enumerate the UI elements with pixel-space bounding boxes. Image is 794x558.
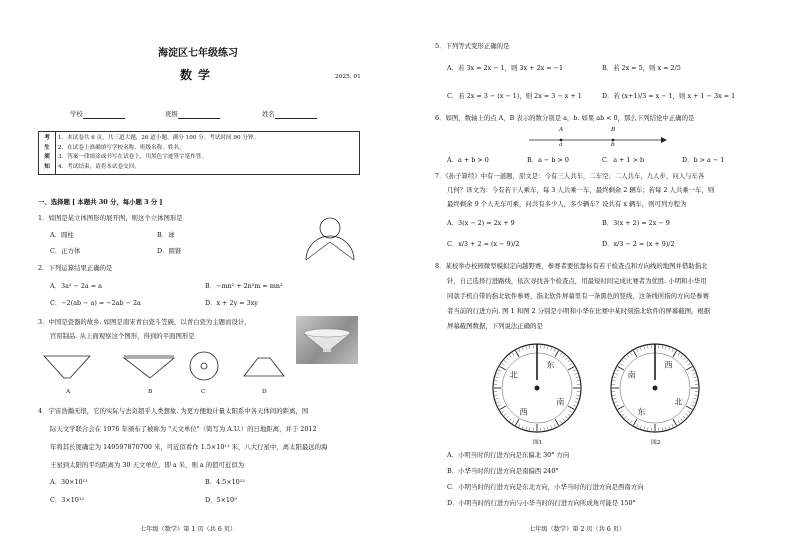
q5-option-a[interactable]: A．若 3x = 2x − 1，则 3x + 2x = −1 xyxy=(447,64,564,72)
number-line-point-b: B xyxy=(611,127,616,133)
q2-option-a[interactable]: A．3a² − 2a = a xyxy=(50,282,102,290)
q8-option-c[interactable]: C．小明当时的行进方向是东北方向，小华当时的行进方向是西南方向 xyxy=(447,483,644,491)
q8-line-2: 针，自己选择行进路线，依次寻找各个检查点，用最短时间完成比赛者为优胜. 小明和小华用 xyxy=(447,277,707,285)
compass-direction-label: 西 xyxy=(664,360,673,370)
q3-option-shapes xyxy=(38,346,288,398)
q5-stem: 5．下列等式变形正确的是 xyxy=(435,42,510,50)
q6-option-b[interactable]: B．a − b > 0 xyxy=(527,156,569,164)
compass-direction-label: 北 xyxy=(509,370,518,380)
q7-option-b[interactable]: B．3(x + 2) = 2x − 9 xyxy=(602,219,670,227)
q3-line-2: 官窑制品. 从上面观察这个图形，得到的平面图形是 xyxy=(50,332,195,340)
q1-option-a[interactable]: A．圆柱 xyxy=(50,231,74,239)
q6-option-c[interactable]: C．a + 1 > b xyxy=(602,156,645,164)
q1-option-d[interactable]: D．圆锥 xyxy=(157,247,182,255)
q7-line-1: 7．《孙子算经》中有一道题，原文是：今有三人共车，二车空；二人共车，九人步，问人与车各 xyxy=(435,172,705,180)
q3-label-c[interactable]: C xyxy=(201,389,206,395)
compass-center xyxy=(535,386,540,391)
left-footer: 七年级（数学）第 1 页（共 6 页） xyxy=(140,526,237,533)
q3-line-1: 3．中国是瓷器的故乡. 如图是南宋青白瓷斗笠碗，以青白瓷为主题而设计， xyxy=(38,318,251,326)
q7-option-a[interactable]: A．3(x − 2) = 2x + 9 xyxy=(447,219,515,227)
notice-label: 考 生 须 知 xyxy=(39,132,56,175)
q4-line-1: 4．宇宙浩瀚无垠，它的实际与去奇超乎人类想象. 为更方便地计量太阳系中各天体间的距离，国 xyxy=(38,407,309,415)
q7-option-d[interactable]: D．x/3 − 2 = (x + 9)/2 xyxy=(602,240,675,248)
q4-option-c[interactable]: C．3×10¹² xyxy=(50,496,84,504)
q5-option-c[interactable]: C．若 2x = 3 − (x − 1)，则 2x = 3 − x + 1 xyxy=(447,92,582,100)
q2-option-d[interactable]: D．x + 2y = 3xy xyxy=(205,299,258,307)
q4-line-2: 际天文学联合会在 1976 年颁布了被称为 "天文单位"（简写为 A.U.）的日地距离，并于 2012 xyxy=(50,425,317,433)
compass-figure-1 xyxy=(491,342,583,434)
figure-1-caption: 图1 xyxy=(533,440,543,446)
right-footer: 七年级（数学）第 2 页（共 6 页） xyxy=(529,526,626,533)
q1-option-b[interactable]: B．球 xyxy=(157,231,175,239)
q4-option-b[interactable]: B．4.5×10¹² xyxy=(205,478,245,486)
q7-line-3: 最终剩余 9 个人无车可乘，问共有多少人，多少辆车？设共有 x 辆车，则可列方程为 xyxy=(447,200,687,208)
q7-option-c[interactable]: C．x/3 + 2 = (x − 9)/2 xyxy=(447,240,520,248)
right-page xyxy=(397,0,794,558)
q1-option-c[interactable]: C．正方体 xyxy=(50,247,81,255)
compass-direction-label: 东 xyxy=(637,407,646,417)
field-school[interactable]: 学校 xyxy=(70,110,125,119)
q8-option-d[interactable]: D．小明当时的行进方向与小华当时的行进方向所成角可能是 150° xyxy=(447,499,636,507)
compass-direction-label: 西 xyxy=(519,407,528,417)
q4-option-a[interactable]: A．30×10¹¹ xyxy=(50,478,88,486)
q8-line-5: 屏幕截图数据，下列说法正确的是 xyxy=(447,322,543,330)
q5-option-b[interactable]: B．若 2x = 5，则 x = 2/5 xyxy=(602,64,681,72)
q4-line-3: 年将其长度确定为 149597870700 米，可近似看作 1.5×10¹¹ 米，八大行星中，离太阳最远的海 xyxy=(50,443,328,451)
q1-stem: 1．如图是某立体图形的展开图，则这个立体图形是 xyxy=(38,214,183,222)
q3-label-a[interactable]: A xyxy=(66,389,71,395)
q8-option-a[interactable]: A．小明当时的行进方向是东偏北 30° 方向 xyxy=(447,451,570,459)
field-class[interactable]: 班级 xyxy=(165,110,220,119)
q7-line-2: 几何？译文为：今有若干人乘车，每 3 人共乘一车，最终剩余 2 辆车；若每 2 人共乘一车，则 xyxy=(447,186,715,194)
q6-option-a[interactable]: A．a + b > 0 xyxy=(447,156,489,164)
q4-option-d[interactable]: D．5×10⁹ xyxy=(205,496,237,504)
porcelain-bowl-photo xyxy=(296,316,358,364)
compass-direction-label: 东 xyxy=(546,360,555,370)
q8-line-1: 8．某校举办校园微型模拟定向越野赛，参赛者要依靠标有若干检查点和方向线的地图并借助指北 xyxy=(435,262,708,270)
number-line-value-b: b xyxy=(611,142,615,148)
q8-line-4: 者当前的行进方向. 图 1 和图 2 分别是小明和小华在比赛中某时刻指北软件的屏幕截图，根据 xyxy=(447,307,711,315)
q5-option-d[interactable]: D．若 (x+1)/3 = x − 1，则 x + 1 − 3x = 1 xyxy=(602,92,736,100)
field-name[interactable]: 姓名 xyxy=(262,110,317,119)
number-line-point-a: A xyxy=(559,127,564,133)
q2-stem: 2．下列运算结果正确的是 xyxy=(38,264,113,272)
cone-net-figure xyxy=(300,214,360,264)
q4-line-4: 王星到太阳的平均距离为 30 天文单位，即 a 米，则 a 的值可近似为 xyxy=(50,461,245,469)
q2-option-c[interactable]: C．−2(ab − a) = −2ab − 2a xyxy=(50,299,141,307)
district-title: 海淀区七年级练习 xyxy=(158,48,238,59)
q8-option-b[interactable]: B．小华当时的行进方向是南偏西 240° xyxy=(447,467,559,475)
q3-label-b[interactable]: B xyxy=(148,389,153,395)
exam-date: 2025. 01 xyxy=(335,74,361,80)
compass-center xyxy=(653,386,658,391)
compass-direction-label: 南 xyxy=(627,370,636,380)
section1-heading: 一、选择题 [ 本题共 30 分，每小题 3 分 ] xyxy=(38,198,163,206)
compass-direction-label: 南 xyxy=(556,397,565,407)
compass-figure-2 xyxy=(609,342,701,434)
subject-title: 数学 xyxy=(180,68,217,82)
q2-option-b[interactable]: B．−mn² + 2n²m = mn² xyxy=(205,282,283,290)
q6-option-d[interactable]: D．b > a − 1 xyxy=(682,156,725,164)
notice-box xyxy=(38,131,360,175)
number-line-value-a: a xyxy=(559,142,563,148)
number-line xyxy=(527,132,667,152)
notice-items: 1．本试卷共 6 页，共三道大题，26 道小题，满分 100 分。考试时间 90 分钟。 2．在试卷上准确填写学校名称、班级名称、姓名。 3．答案一律填涂或书写在试卷上，用黑色字迹签字笔作答。 4．考试结束，请将本试卷交回。 xyxy=(56,132,360,175)
q6-stem: 6．如图，数轴上的点 A，B 表示的数分别是 a，b. 如果 ab < 0，那么下列结论中正确的是 xyxy=(435,114,695,122)
q3-label-d[interactable]: D xyxy=(262,389,267,395)
compass-direction-label: 北 xyxy=(674,397,683,407)
figure-2-caption: 图2 xyxy=(651,440,661,446)
q8-line-3: 同款手机自带的指北软件参赛，指北软件屏幕里有一条黑色的竖线，这条线所指的方向是参赛 xyxy=(447,292,710,300)
